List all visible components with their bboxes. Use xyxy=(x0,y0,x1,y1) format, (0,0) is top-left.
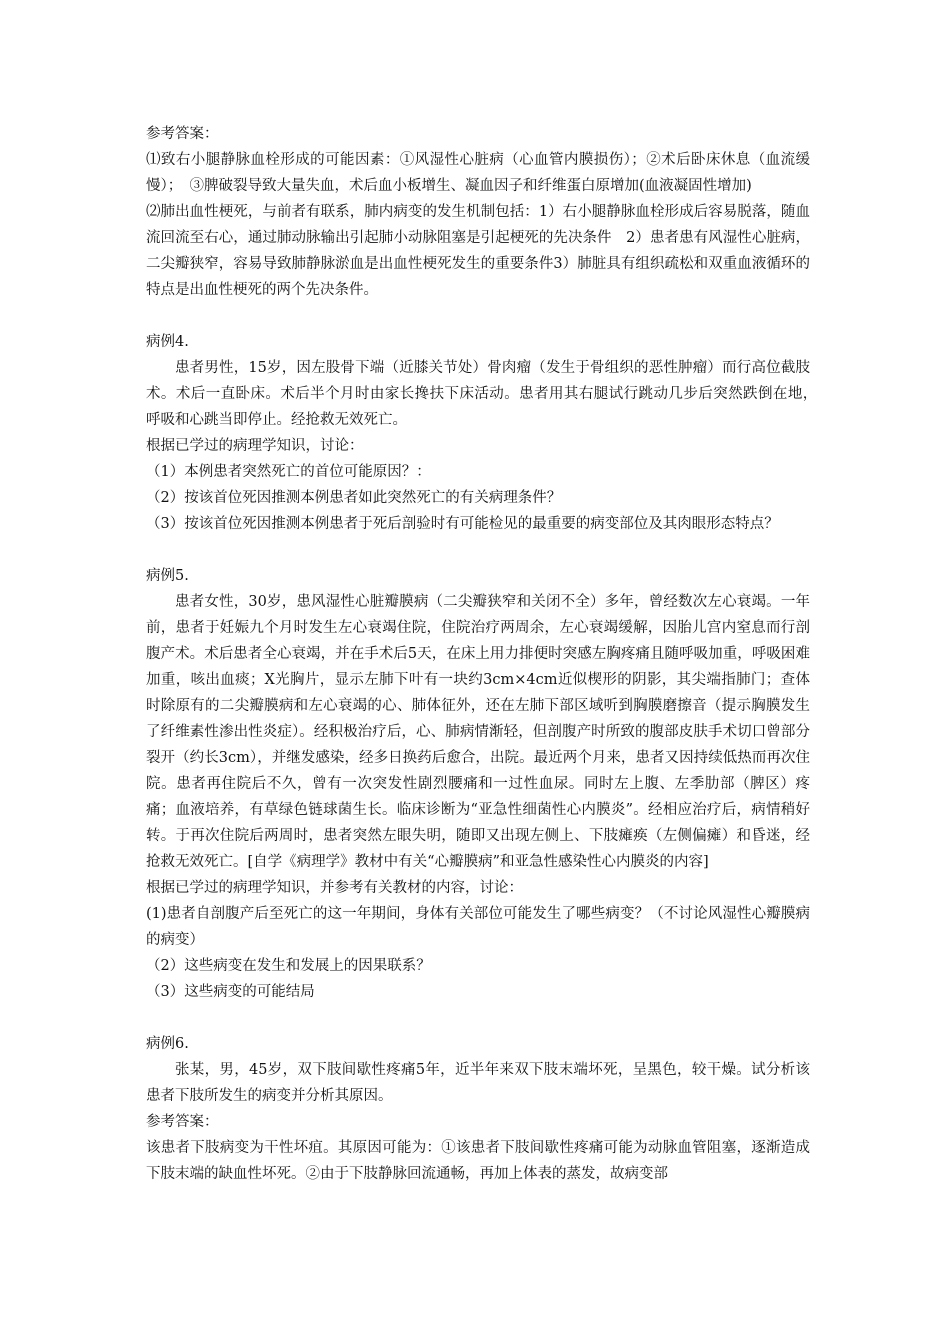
answer-paragraph-2: ⑵肺出血性梗死，与前者有联系，肺内病变的发生机制包括：1）右小腿静脉血栓形成后容易脱落，随血流回流至右心，通过肺动脉输出引起肺小动脉阻塞是引起梗死的先决条件 2）患者患有风湿性心脏病，二尖瓣狭窄，容易导致肺静脉淤血是出血性梗死发生的重要条件3）肺脏具有组织疏松和双重血液循环的特点是出血性梗死的两个先决条件。 xyxy=(146,204,810,298)
spacer xyxy=(146,1005,810,1031)
case4-question-1: （1）本例患者突然死亡的首位可能原因？： xyxy=(146,464,431,480)
document-page xyxy=(146,121,825,1187)
case5-question-1: (1)患者自剖腹产后至死亡的这一年期间，身体有关部位可能发生了哪些病变？（不讨论风湿性心瓣膜病的病变） xyxy=(146,906,810,948)
case5-question-3: （3）这些病变的可能结局 xyxy=(146,984,315,1000)
case5-title: 病例5. xyxy=(146,568,189,584)
spacer xyxy=(146,303,810,329)
case4-body: 患者男性，15岁，因左股骨下端（近膝关节处）骨肉瘤（发生于骨组织的恶性肿瘤）而行高位截肢术。术后一直卧床。术后半个月时由家长搀扶下床活动。患者用其右腿试行跳动几步后突然跌倒在地， 呼吸和心跳当即停止。经抢救无效死亡。 xyxy=(146,360,825,428)
case6-answer: 该患者下肢病变为干性坏疽。其原因可能为：①该患者下肢间歇性疼痛可能为动脉血管阻塞，逐渐造成下肢末端的缺血性坏死。②由于下肢静脉回流通畅，再加上体表的蒸发，故病变部 xyxy=(146,1140,810,1182)
answer-paragraph-1: ⑴致右小腿静脉血栓形成的可能因素：①风湿性心脏病（心血管内膜损伤）；②术后卧床休息（血流缓慢）； ③脾破裂导致大量失血，术后血小板增生、凝血因子和纤维蛋白原增加(血液凝固性增加) xyxy=(146,152,810,194)
case5-body: 患者女性，30岁，患风湿性心脏瓣膜病（二尖瓣狭窄和关闭不全）多年，曾经数次左心衰竭。一年前，患者于妊娠九个月时发生左心衰竭住院，住院治疗两周余，左心衰竭缓解，因胎儿宫内窒息而行剖腹产术。术后患者全心衰竭，并在手术后5天，在床上用力排便时突感左胸疼痛且随呼吸加重，呼吸困难加重，咳出血痰；X光胸片，显示左肺下叶有一块约3cm×4cm近似楔形的阴影，其尖端指肺门；查体时除原有的二尖瓣膜病和左心衰竭的心、肺体征外，还在左肺下部区域听到胸膜磨擦音（提示胸膜发生了纤维素性渗出性炎症）。经积极治疗后，心、肺病情渐轻，但剖腹产时所致的腹部皮肤手术切口曾部分裂开（约长3cm），并继发感染，经多日换药后愈合，出院。最近两个月来，患者又因持续低热而再次住院。患者再住院后不久，曾有一次突发性剧烈腰痛和一过性血尿。同时左上腹、左季肋部（脾区）疼痛；血液培养，有草绿色链球菌生长。临床诊断为“亚急性细菌性心内膜炎”。经相应治疗后，病情稍好转。于再次住院后两周时，患者突然左眼失明，随即又出现左侧上、下肢瘫痪（左侧偏瘫）和昏迷，经抢救无效死亡。[自学《病理学》教材中有关“心瓣膜病”和亚急性感染性心内膜炎的内容] xyxy=(146,594,810,870)
case4-question-2: （2）按该首位死因推测本例患者如此突然死亡的有关病理条件？ xyxy=(146,490,562,506)
case5-prompt: 根据已学过的病理学知识，并参考有关教材的内容，讨论： xyxy=(146,880,523,896)
case5-question-2: （2）这些病变在发生和发展上的因果联系？ xyxy=(146,958,431,974)
case4-question-3: （3）按该首位死因推测本例患者于死后剖验时有可能检见的最重要的病变部位及其肉眼形态特点？ xyxy=(146,516,779,532)
case6-answer-label: 参考答案： xyxy=(146,1114,219,1130)
case6-body: 张某，男，45岁，双下肢间歇性疼痛5年，近半年来双下肢末端坏死，呈黑色，较干燥。试分析该患者下肢所发生的病变并分析其原因。 xyxy=(146,1062,810,1104)
case4-prompt: 根据已学过的病理学知识，讨论： xyxy=(146,438,364,454)
spacer xyxy=(146,537,810,563)
case4-title: 病例4. xyxy=(146,334,189,350)
case6-title: 病例6. xyxy=(146,1036,189,1052)
answer-label: 参考答案： xyxy=(146,126,219,142)
